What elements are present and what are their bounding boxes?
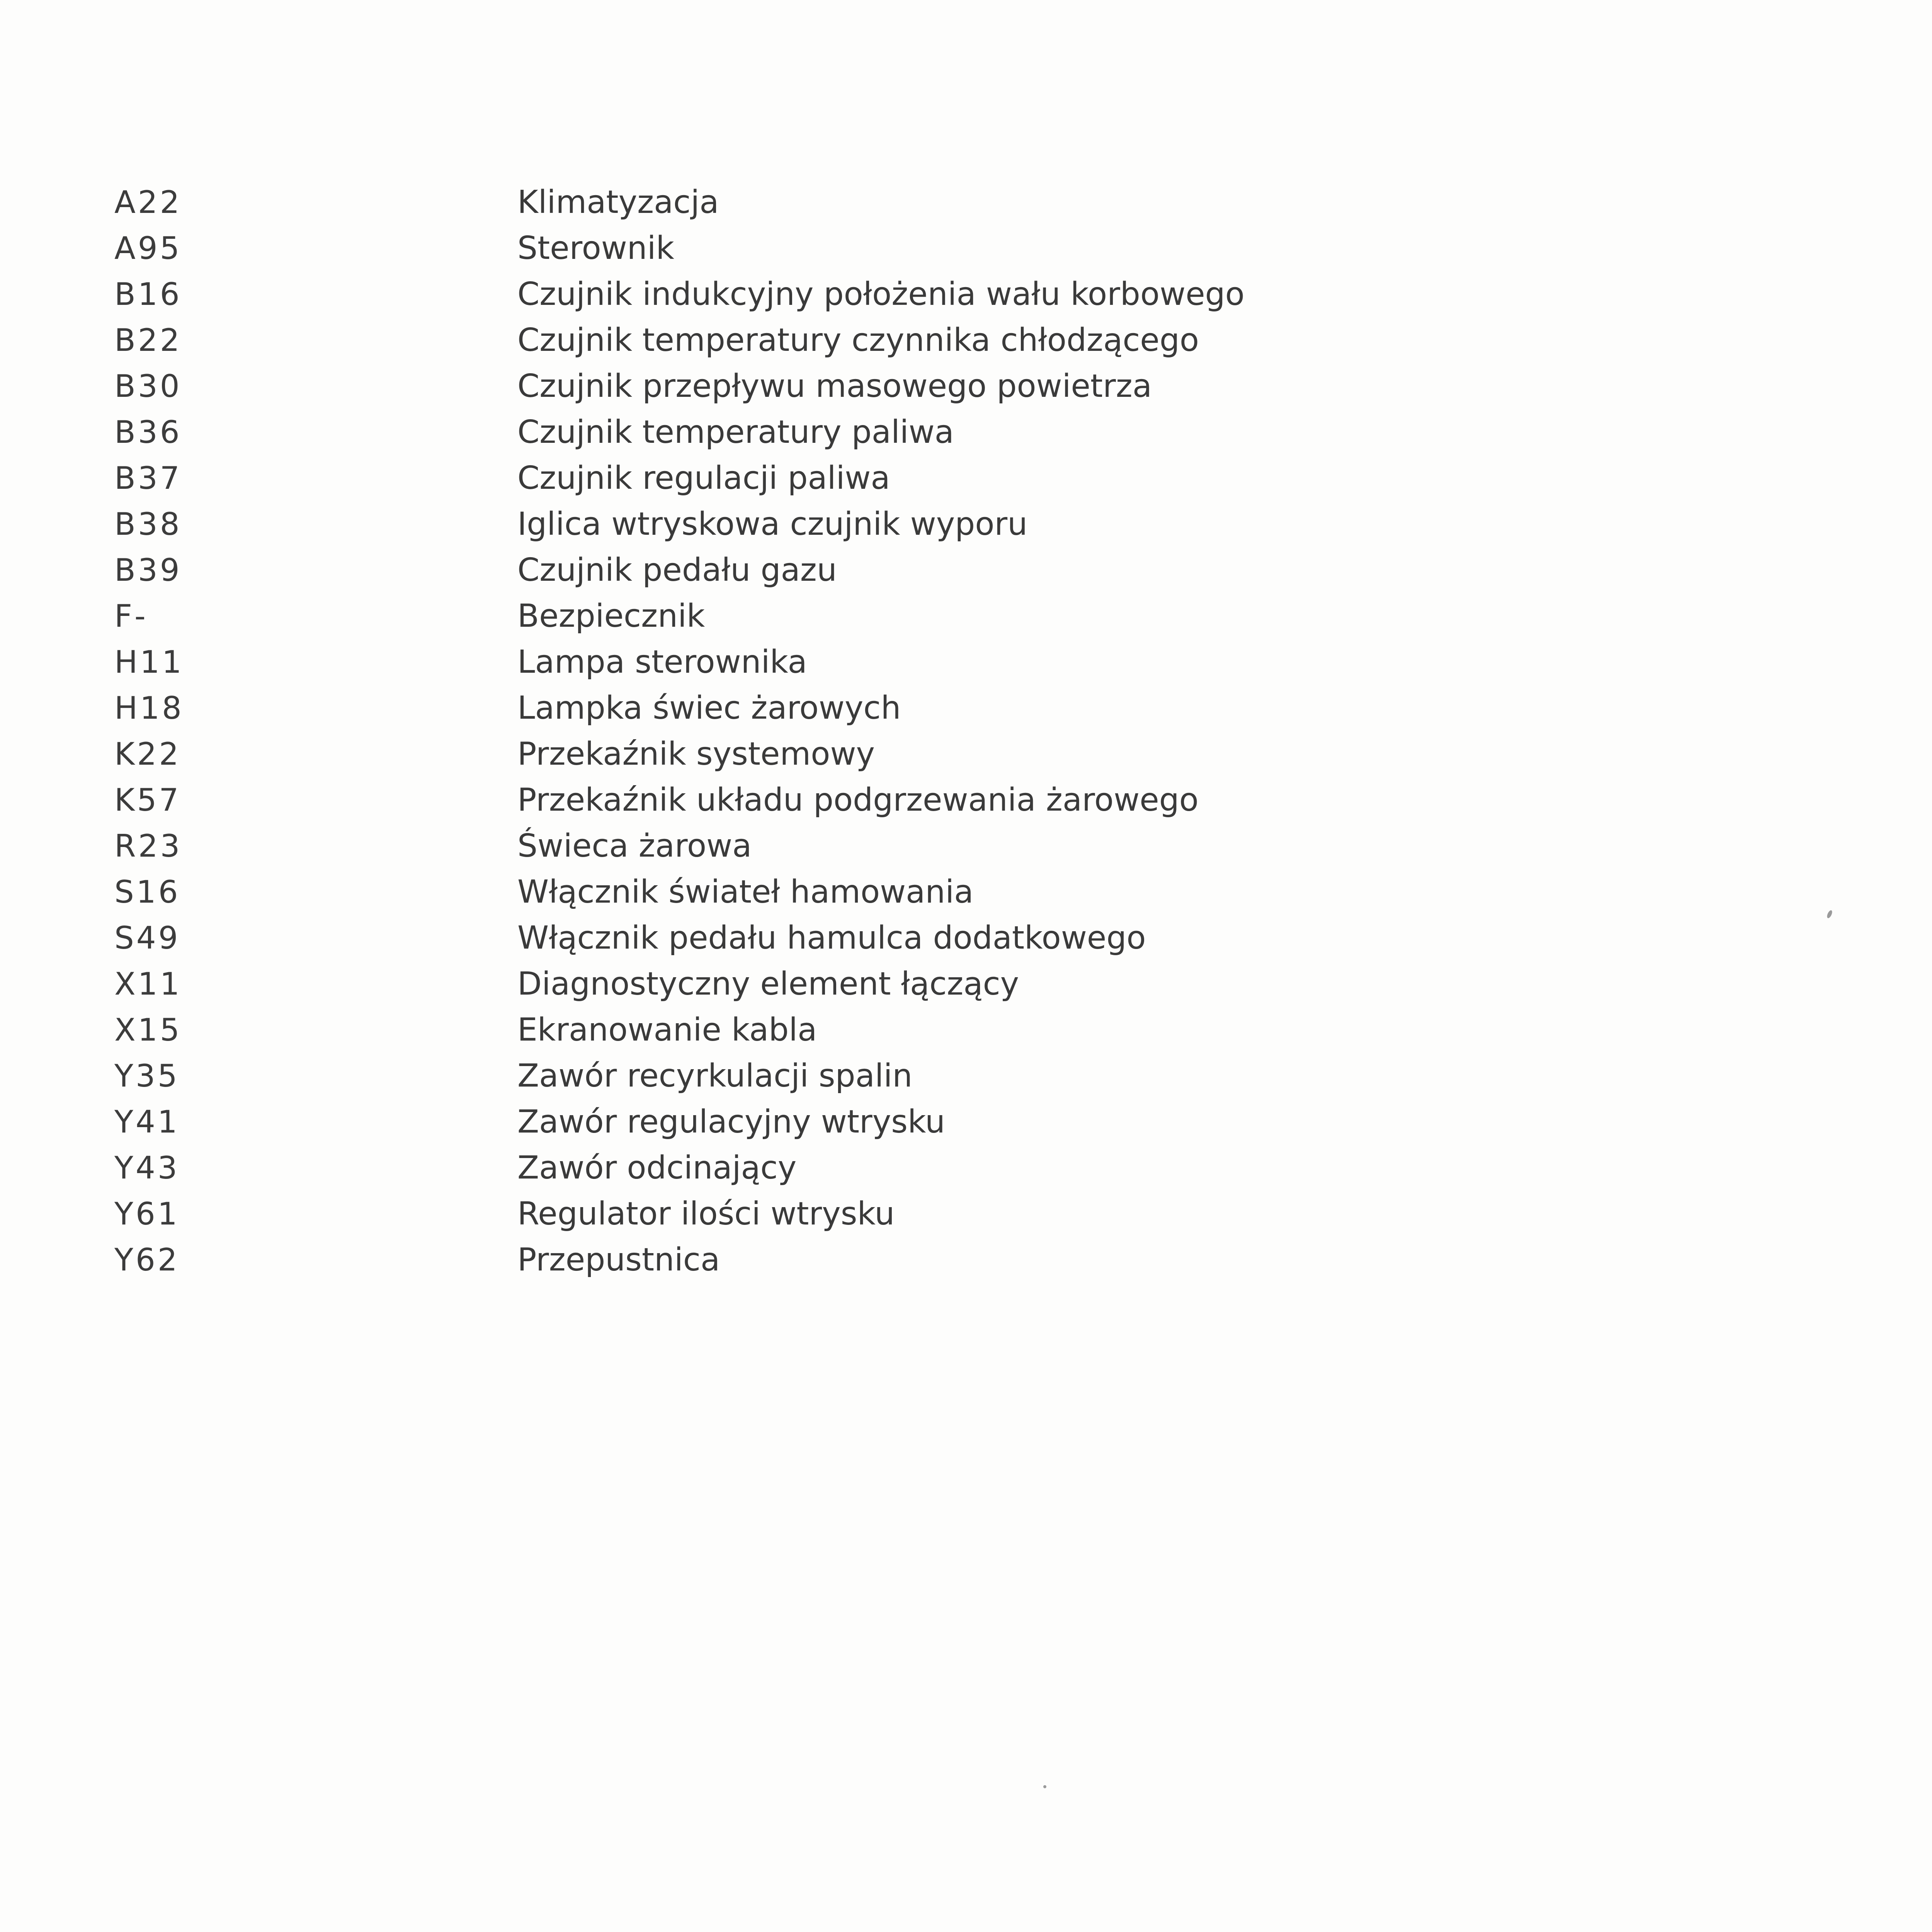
component-description: Włącznik pedału hamulca dodatkowego	[517, 920, 1146, 956]
component-code: X11	[114, 966, 182, 1002]
legend-row	[0, 271, 1932, 318]
component-code: K57	[114, 782, 181, 818]
component-code: B39	[114, 552, 182, 588]
legend-row	[0, 547, 1932, 594]
legend-row	[0, 915, 1932, 961]
legend-row	[0, 1007, 1932, 1053]
component-code: B22	[114, 322, 182, 358]
component-description: Włącznik świateł hamowania	[517, 874, 974, 910]
component-code: B16	[114, 276, 182, 312]
component-description: Klimatyzacja	[517, 184, 719, 221]
legend-row	[0, 455, 1932, 502]
legend-row	[0, 501, 1932, 548]
legend-row	[0, 777, 1932, 823]
legend-row	[0, 1053, 1932, 1099]
component-code: K22	[114, 736, 181, 772]
component-description: Zawór regulacyjny wtrysku	[517, 1104, 945, 1140]
component-code: Y41	[114, 1104, 180, 1140]
component-code: A95	[114, 230, 182, 266]
component-code: F-	[114, 598, 148, 634]
component-description: Czujnik regulacji paliwa	[517, 460, 890, 497]
component-description: Iglica wtryskowa czujnik wyporu	[517, 506, 1028, 543]
component-description: Przekaźnik systemowy	[517, 736, 875, 772]
component-code: A22	[114, 184, 182, 220]
component-code: H18	[114, 690, 184, 726]
legend-row	[0, 823, 1932, 869]
component-code: Y62	[114, 1242, 180, 1278]
legend-row	[0, 593, 1932, 639]
legend-row	[0, 225, 1932, 272]
component-code: S49	[114, 920, 180, 956]
component-code: R23	[114, 828, 182, 864]
legend-row	[0, 363, 1932, 410]
legend-row	[0, 961, 1932, 1007]
legend-row	[0, 1191, 1932, 1237]
legend-row	[0, 409, 1932, 456]
component-code: B30	[114, 368, 182, 404]
component-description: Bezpiecznik	[517, 598, 705, 634]
component-code: B36	[114, 414, 182, 450]
component-description: Czujnik indukcyjny położenia wału korbowego	[517, 276, 1245, 313]
legend-row	[0, 1237, 1932, 1283]
legend-row	[0, 1099, 1932, 1145]
component-description: Regulator ilości wtrysku	[517, 1196, 895, 1232]
component-description: Ekranowanie kabla	[517, 1012, 817, 1048]
component-description: Świeca żarowa	[517, 828, 752, 864]
component-code: Y35	[114, 1058, 180, 1094]
component-code: H11	[114, 644, 184, 680]
legend-row	[0, 731, 1932, 777]
component-code: Y43	[114, 1150, 180, 1186]
component-description: Diagnostyczny element łączący	[517, 966, 1019, 1002]
component-code: B37	[114, 460, 182, 496]
component-description: Przepustnica	[517, 1242, 720, 1278]
component-description: Sterownik	[517, 230, 675, 267]
component-code: S16	[114, 874, 180, 910]
legend-row	[0, 639, 1932, 685]
legend-row	[0, 685, 1932, 731]
component-description: Lampka świec żarowych	[517, 690, 901, 726]
component-code: B38	[114, 506, 182, 542]
component-description: Lampa sterownika	[517, 644, 807, 680]
component-description: Czujnik przepływu masowego powietrza	[517, 368, 1152, 405]
legend-row	[0, 869, 1932, 915]
component-code: Y61	[114, 1196, 180, 1232]
legend-row	[0, 179, 1932, 226]
component-description: Przekaźnik układu podgrzewania żarowego	[517, 782, 1199, 818]
component-description: Czujnik pedału gazu	[517, 552, 837, 588]
scan-speck	[1043, 1785, 1046, 1788]
legend-row	[0, 1145, 1932, 1191]
component-description: Zawór odcinający	[517, 1150, 797, 1186]
component-code: X15	[114, 1012, 182, 1048]
component-description: Czujnik temperatury paliwa	[517, 414, 954, 451]
legend-row	[0, 317, 1932, 364]
component-description: Zawór recyrkulacji spalin	[517, 1058, 913, 1094]
component-description: Czujnik temperatury czynnika chłodzącego	[517, 322, 1199, 359]
